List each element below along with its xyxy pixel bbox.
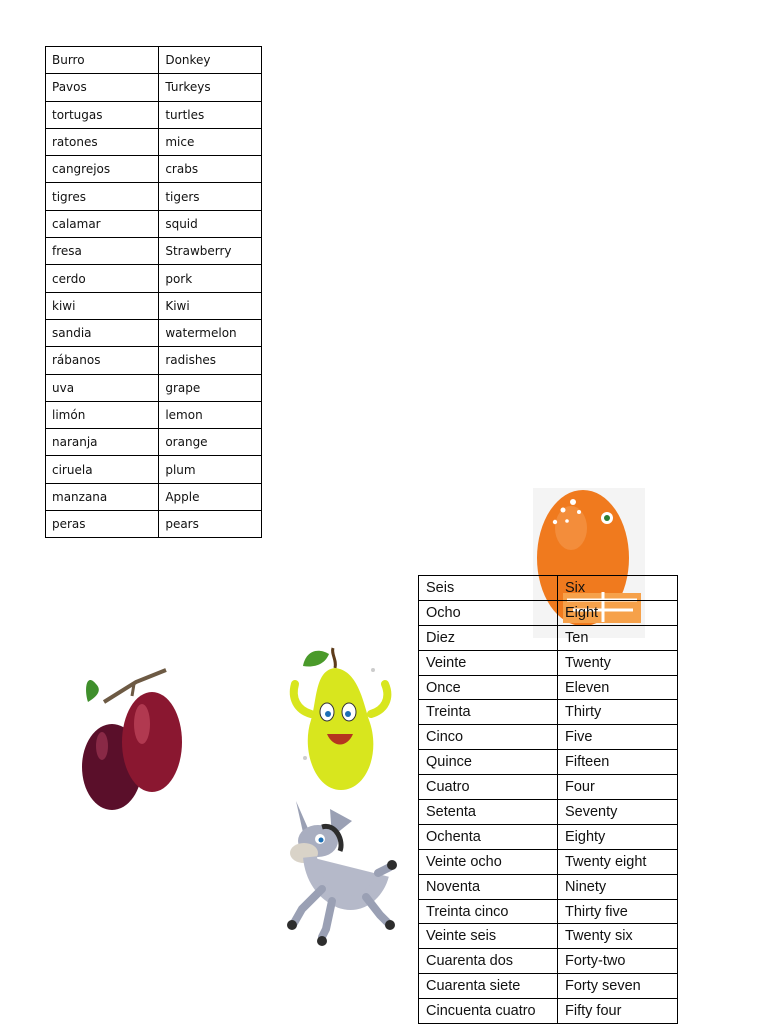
vocabulary-row [46,401,262,428]
english-word: Forty seven [558,974,678,999]
numbers-table [418,575,678,1024]
spanish-word: Pavos [46,74,159,101]
english-word: watermelon [159,319,262,346]
vocabulary-row [46,156,262,183]
english-word: plum [159,456,262,483]
number-row [419,675,678,700]
english-word: Forty-two [558,949,678,974]
spanish-word: sandia [46,319,159,346]
spanish-word: peras [46,511,159,538]
spanish-word: Treinta [419,700,558,725]
number-row [419,974,678,999]
english-word: mice [159,128,262,155]
vocabulary-row [46,374,262,401]
english-word: Twenty eight [558,849,678,874]
spanish-word: naranja [46,429,159,456]
english-word: pork [159,265,262,292]
vocabulary-row [46,483,262,510]
english-word: Eleven [558,675,678,700]
spanish-word: Seis [419,576,558,601]
spanish-word: rábanos [46,347,159,374]
english-word: Seventy [558,800,678,825]
spanish-word: Cuarenta dos [419,949,558,974]
vocabulary-table [45,46,262,538]
spanish-word: ciruela [46,456,159,483]
vocabulary-row [46,183,262,210]
english-word: Five [558,725,678,750]
spanish-word: Veinte seis [419,924,558,949]
english-word: squid [159,210,262,237]
english-word: Ninety [558,874,678,899]
spanish-word: Noventa [419,874,558,899]
spanish-word: Treinta cinco [419,899,558,924]
english-word: turtles [159,101,262,128]
english-word: Apple [159,483,262,510]
vocabulary-table-body [46,47,262,538]
vocabulary-row [46,238,262,265]
donkey-cartoon-image [282,797,397,949]
english-word: Four [558,775,678,800]
pear-cartoon-image [285,640,395,795]
spanish-word: Diez [419,625,558,650]
spanish-word: Cinco [419,725,558,750]
spanish-word: cangrejos [46,156,159,183]
number-row [419,600,678,625]
spanish-word: Cuatro [419,775,558,800]
spanish-word: Burro [46,47,159,74]
spanish-word: calamar [46,210,159,237]
english-word: Eighty [558,824,678,849]
vocabulary-row [46,101,262,128]
number-row [419,576,678,601]
spanish-word: Setenta [419,800,558,825]
number-row [419,949,678,974]
vocabulary-row [46,74,262,101]
spanish-word: cerdo [46,265,159,292]
english-word: Donkey [159,47,262,74]
spanish-word: Ocho [419,600,558,625]
english-word: Thirty five [558,899,678,924]
vocabulary-row [46,429,262,456]
number-row [419,824,678,849]
number-row [419,999,678,1024]
english-word: Eight [558,600,678,625]
number-row [419,650,678,675]
number-row [419,625,678,650]
vocabulary-row [46,265,262,292]
number-row [419,924,678,949]
number-row [419,700,678,725]
numbers-table-body [419,576,678,1024]
spanish-word: Veinte [419,650,558,675]
vocabulary-row [46,511,262,538]
vocabulary-row [46,128,262,155]
spanish-word: tortugas [46,101,159,128]
english-word: Strawberry [159,238,262,265]
spanish-word: manzana [46,483,159,510]
vocabulary-row [46,292,262,319]
spanish-word: fresa [46,238,159,265]
spanish-word: ratones [46,128,159,155]
english-word: lemon [159,401,262,428]
spanish-word: tigres [46,183,159,210]
english-word: pears [159,511,262,538]
vocabulary-row [46,47,262,74]
english-word: Fifteen [558,750,678,775]
english-word: tigers [159,183,262,210]
spanish-word: Veinte ocho [419,849,558,874]
plum-image [76,662,186,812]
english-word: Kiwi [159,292,262,319]
english-word: Twenty [558,650,678,675]
english-word: Twenty six [558,924,678,949]
english-word: radishes [159,347,262,374]
spanish-word: limón [46,401,159,428]
number-row [419,874,678,899]
english-word: Thirty [558,700,678,725]
number-row [419,899,678,924]
english-word: Six [558,576,678,601]
spanish-word: Cincuenta cuatro [419,999,558,1024]
english-word: Fifty four [558,999,678,1024]
english-word: orange [159,429,262,456]
vocabulary-row [46,210,262,237]
vocabulary-row [46,456,262,483]
number-row [419,725,678,750]
number-row [419,800,678,825]
number-row [419,750,678,775]
english-word: Ten [558,625,678,650]
spanish-word: Quince [419,750,558,775]
number-row [419,849,678,874]
vocabulary-row [46,347,262,374]
vocabulary-row [46,319,262,346]
spanish-word: uva [46,374,159,401]
number-row [419,775,678,800]
spanish-word: Ochenta [419,824,558,849]
spanish-word: Cuarenta siete [419,974,558,999]
spanish-word: kiwi [46,292,159,319]
english-word: grape [159,374,262,401]
spanish-word: Once [419,675,558,700]
english-word: Turkeys [159,74,262,101]
english-word: crabs [159,156,262,183]
